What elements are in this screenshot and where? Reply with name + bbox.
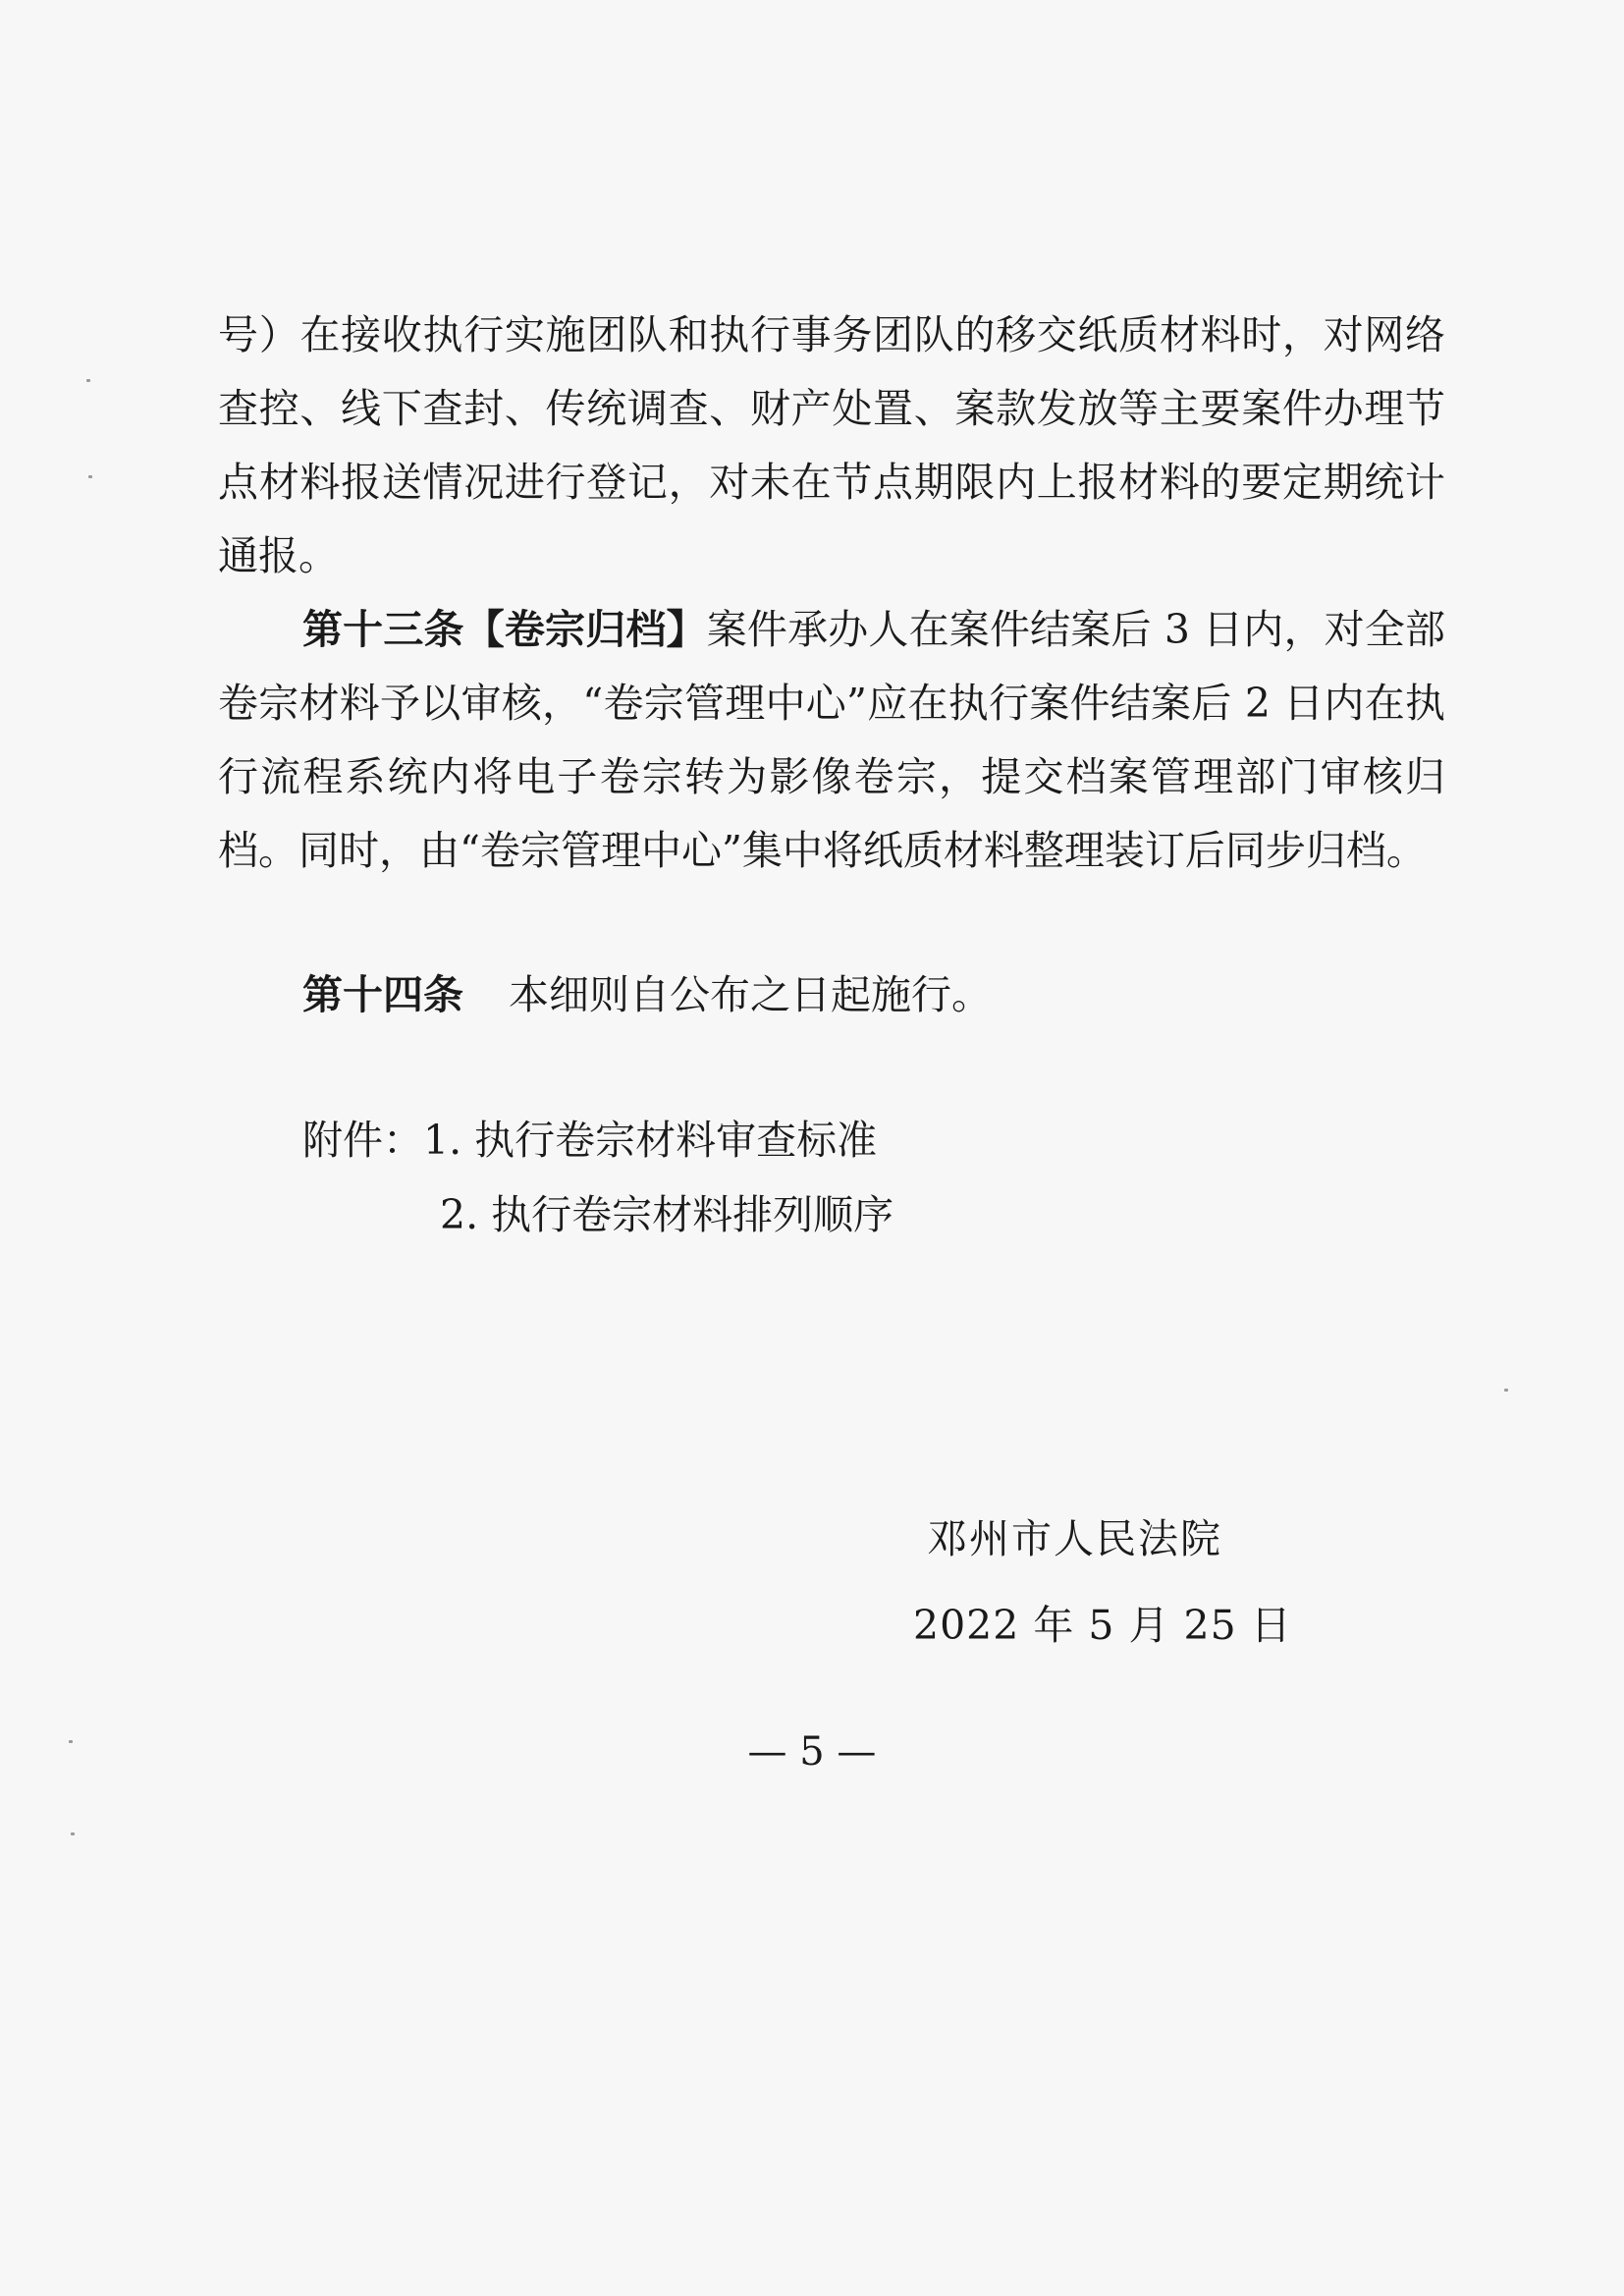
signature-organization: 邓州市人民法院 <box>927 1515 1222 1562</box>
paragraph-article-14 <box>302 958 1441 1032</box>
signature-date: 2022 年 5 月 25 日 <box>913 1602 1292 1649</box>
attachment-item-2: 2. 执行卷宗材料排列顺序 <box>440 1191 894 1238</box>
scan-mark <box>1504 1389 1508 1392</box>
article-14-heading: 第十四条 <box>302 971 463 1018</box>
page-number: — 5 — <box>747 1729 877 1775</box>
attachment-item-1: 1. 执行卷宗材料审查标准 <box>423 1117 878 1164</box>
attachment-line-2 <box>440 1178 893 1252</box>
attachment-label: 附件： <box>302 1117 423 1164</box>
paragraph-article-13 <box>218 593 1445 888</box>
scan-mark <box>88 475 92 478</box>
article-13-body: 案件承办人在案件结案后 3 日内，对全部卷宗材料予以审核，“卷宗管理中心”应在执行案件结案后 2 日内在执行流程系统内将电子卷宗转为影像卷宗，提交档案管理部门审核归档。同时，由“卷宗管理中心”集中将纸质材料整理装订后同步归档。 <box>218 606 1445 874</box>
scan-mark <box>86 379 90 382</box>
article-13-heading: 第十三条【卷宗归档】 <box>302 606 707 653</box>
scan-mark <box>71 1832 75 1835</box>
paragraph-continuation <box>218 299 1445 593</box>
article-14-body: 本细则自公布之日起施行。 <box>509 971 992 1018</box>
paragraph-text: 号）在接收执行实施团队和执行事务团队的移交纸质材料时，对网络查控、线下查封、传统调查、财产处置、案款发放等主要案件办理节点材料报送情况进行登记，对未在节点期限内上报材料的要定期统计通报。 <box>218 311 1445 579</box>
attachment-line-1 <box>302 1104 877 1177</box>
